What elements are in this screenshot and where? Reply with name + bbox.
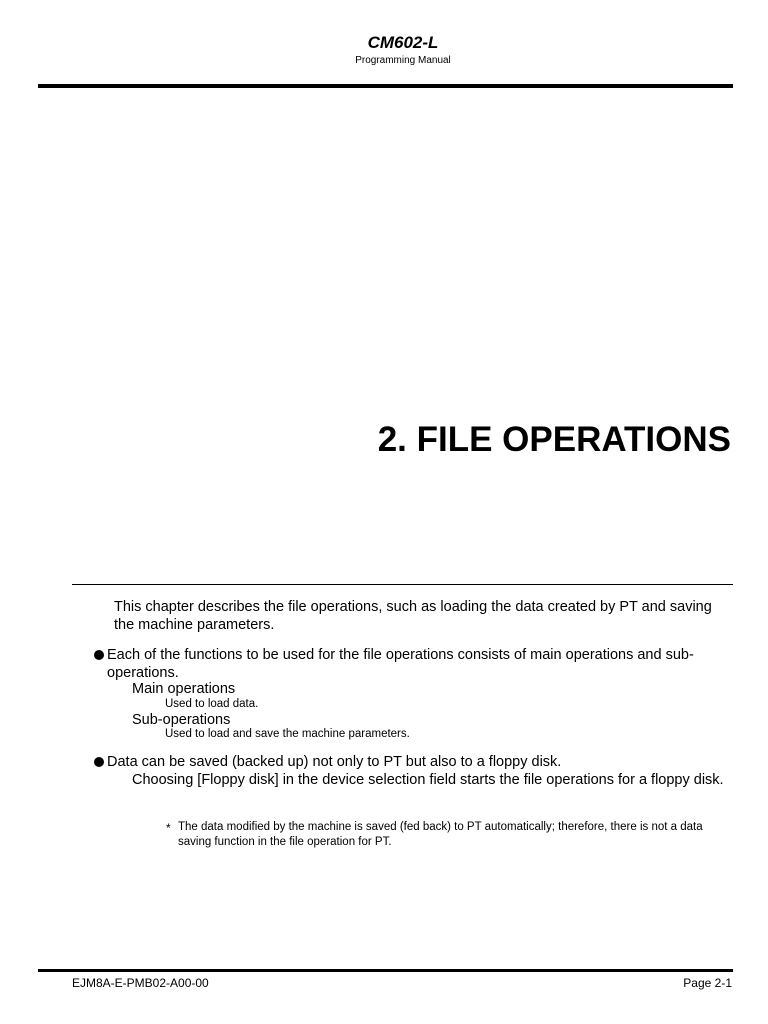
sub-operations-label: Sub-operations <box>132 712 231 728</box>
sub-operations-description: Used to load and save the machine parameters. <box>165 728 410 740</box>
document-code: EJM8A-E-PMB02-A00-00 <box>72 976 209 990</box>
main-operations-description: Used to load data. <box>165 698 259 710</box>
asterisk-icon: * <box>166 821 171 835</box>
bullet-operations-text: Each of the functions to be used for the file operations consists of main operations and sub-operations. <box>107 647 694 681</box>
document-subtitle: Programming Manual <box>355 55 451 66</box>
bullet-backup-text: Data can be saved (backed up) not only to PT but also to a floppy disk. <box>107 754 562 770</box>
header-divider <box>38 84 733 88</box>
document-title: CM602-L <box>367 33 439 52</box>
bullet-icon <box>94 757 104 767</box>
chapter-divider <box>72 584 733 585</box>
note-text: The data modified by the machine is saved (fed back) to PT automatically; therefore, there is not a data saving function in the file operation for PT. <box>178 821 703 848</box>
floppy-disk-detail: Choosing [Floppy disk] in the device selection field starts the file operations for a floppy disk. <box>132 772 724 788</box>
bullet-icon <box>94 650 104 660</box>
page-number: Page 2-1 <box>683 976 732 990</box>
main-operations-label: Main operations <box>132 681 236 697</box>
intro-paragraph: This chapter describes the file operations, such as loading the data created by PT and saving the machine parameters. <box>114 599 712 633</box>
chapter-title: 2. FILE OPERATIONS <box>377 420 731 459</box>
footer-divider <box>38 969 733 972</box>
